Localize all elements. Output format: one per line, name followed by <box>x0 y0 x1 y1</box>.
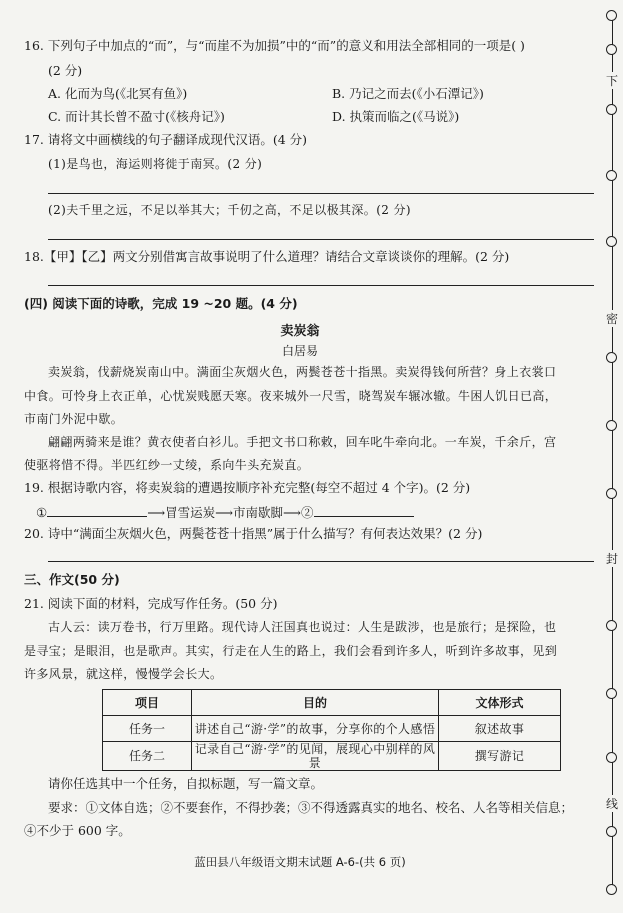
task-table-header: 项目 <box>103 690 192 716</box>
q16-stem: 16. 下列句子中加点的“而”，与“而崖不为加损”中的“而”的意义和用法全部相同的一项是( ) <box>24 38 525 53</box>
seal-hole <box>606 10 617 21</box>
seal-hole <box>606 688 617 699</box>
task-table-header: 文体形式 <box>439 690 561 716</box>
q20-answer-line[interactable] <box>48 561 594 562</box>
seal-hole <box>606 620 617 631</box>
poem-line: 中食。可怜身上衣正单，心忧炭贱愿天寒。夜来城外一尺雪，晓驾炭车辗冰辙。牛困人饥日已高， <box>24 389 558 403</box>
q19-stem: 19. 根据诗歌内容，将卖炭翁的遭遇按顺序补充完整(每空不超过 4 个字)。(2 分) <box>24 480 471 495</box>
seal-label: 线 <box>605 797 618 811</box>
q21-material-line: 古人云：读万卷书，行万里路。现代诗人汪国真也说过：人生是跋涉，也是旅行；是探险，也 <box>48 620 557 634</box>
task-table-cell: 叙述故事 <box>439 716 561 742</box>
task-table-header: 目的 <box>192 690 439 716</box>
q18-stem: 18.【甲】【乙】两文分别借寓言故事说明了什么道理？请结合文章谈谈你的理解。(2 分) <box>24 249 510 264</box>
seal-hole <box>606 420 617 431</box>
seal-hole <box>606 752 617 763</box>
seal-hole <box>606 236 617 247</box>
seal-label: 密 <box>605 312 618 326</box>
q17-item-2: (2)夫千里之远，不足以举其大；千仞之高，不足以极其深。(2 分) <box>48 203 412 217</box>
q21-instruction: 请你任选其中一个任务，自拟标题，写一篇文章。 <box>48 776 324 791</box>
q21-requirements: ④不少于 600 字。 <box>24 823 131 838</box>
task-table-cell: 讲述自己“游·学”的故事，分享你的个人感悟 <box>192 716 439 742</box>
q17-answer-line-1[interactable] <box>48 193 594 194</box>
q19-blank-1-marker: ① <box>36 505 48 520</box>
task-table <box>102 689 561 771</box>
q18-answer-line[interactable] <box>48 285 594 286</box>
table-row <box>103 742 561 771</box>
seal-hole <box>606 488 617 499</box>
task-table-cell: 记录自己“游·学”的见闻，展现心中别样的风景 <box>192 742 439 771</box>
task-table-cell: 任务二 <box>103 742 192 771</box>
section4-heading: (四) 阅读下面的诗歌，完成 19 ~20 题。(4 分) <box>24 296 298 311</box>
q19-blank-1[interactable] <box>47 504 147 517</box>
q16-option-a: A. 化而为鸟(《北冥有鱼》) <box>48 86 188 101</box>
seal-label: 封 <box>605 552 618 566</box>
task-table-header-row <box>103 690 561 716</box>
q21-material-line: 许多风景，就这样，慢慢学会长大。 <box>24 667 223 681</box>
q17-answer-line-2[interactable] <box>48 239 594 240</box>
section3-heading: 三、作文(50 分) <box>24 572 120 587</box>
poem-title: 卖炭翁 <box>280 324 320 339</box>
poem-line: 使驱将惜不得。半匹红纱一丈绫，系向牛头充炭直。 <box>24 458 310 472</box>
task-table-cell: 撰写游记 <box>439 742 561 771</box>
q16-option-b: B. 乃记之而去(《小石潭记》) <box>332 86 484 101</box>
q20-stem: 20. 诗中“满面尘灰烟火色，两鬓苍苍十指黑”属于什么描写？有何表达效果？(2 分) <box>24 526 483 541</box>
seal-label: 下 <box>605 74 618 88</box>
q19-sequence: ⟶冒雪运炭⟶市南歇脚⟶ <box>147 505 301 520</box>
table-row <box>103 716 561 742</box>
q21-stem: 21. 阅读下面的材料，完成写作任务。(50 分) <box>24 596 278 611</box>
q19-blank-2[interactable] <box>314 504 414 517</box>
page-footer: 蓝田县八年级语文期末试题 A-6-(共 6 页) <box>194 855 406 869</box>
q19-fill-row <box>36 504 414 521</box>
q16-option-c: C. 而计其长曾不盈寸(《核舟记》) <box>48 109 225 124</box>
poem-line: 卖炭翁，伐薪烧炭南山中。满面尘灰烟火色，两鬓苍苍十指黑。卖炭得钱何所营？身上衣裳口 <box>48 365 557 379</box>
poem-line: 市南门外泥中歇。 <box>24 412 124 426</box>
q16-score: (2 分) <box>48 63 83 78</box>
seal-hole <box>606 826 617 837</box>
q21-requirements: 要求：①文体自选；②不要套作，不得抄袭；③不得透露真实的地名、校名、人名等相关信息； <box>48 800 574 815</box>
seal-hole <box>606 170 617 181</box>
q16-option-d: D. 执策而临之(《马说》) <box>332 109 460 124</box>
seal-hole <box>606 44 617 55</box>
poem-author: 白居易 <box>281 344 318 358</box>
q17-item-1: (1)是鸟也，海运则将徙于南冥。(2 分) <box>48 157 263 171</box>
seal-hole <box>606 884 617 895</box>
seal-hole <box>606 104 617 115</box>
seal-hole <box>606 352 617 363</box>
q19-blank-2-marker: ② <box>300 505 314 520</box>
q17-stem: 17. 请将文中画横线的句子翻译成现代汉语。(4 分) <box>24 132 308 147</box>
poem-line: 翩翩两骑来是谁？黄衣使者白衫儿。手把文书口称敕，回车叱牛牵向北。一车炭，千余斤，宫 <box>48 435 557 449</box>
task-table-cell: 任务一 <box>103 716 192 742</box>
q21-material-line: 是寻宝；是眼泪，也是歌声。其实，行走在人生的路上，我们会看到许多人，听到许多故事，见到 <box>24 644 558 658</box>
